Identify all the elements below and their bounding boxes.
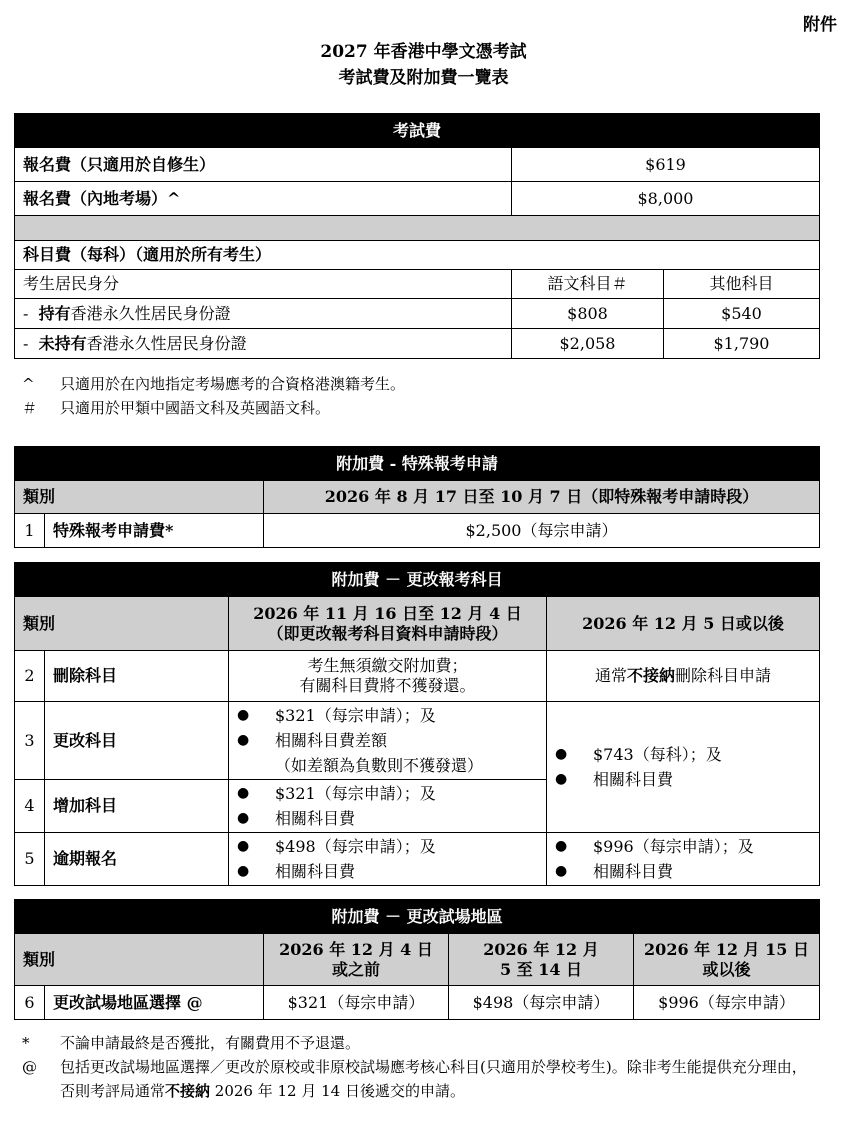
row-without-other-fee: $1,790 — [664, 329, 820, 359]
note-text: 只適用於甲類中國語文科及英國語文科。 — [60, 399, 331, 417]
entry-fee-private-label: 報名費（只適用於自修生） — [15, 148, 512, 182]
period-text-line2: 有關科目費將不獲發還。 — [299, 676, 476, 695]
period-line2: （即更改報考科目資料申請時段） — [267, 623, 508, 643]
change-subject-label: 更改科目 — [45, 702, 229, 780]
change-venue-table — [14, 899, 820, 1020]
row-with-permanent-id — [15, 299, 512, 329]
change-subject-period — [229, 702, 547, 780]
col-line2: 或之前 — [331, 959, 380, 979]
dash: - — [23, 303, 29, 323]
col-line2: 或以後 — [702, 959, 751, 979]
note-text-post: 2026 年 12 月 14 日後遞交的申請。 — [210, 1082, 465, 1100]
change-col-period — [229, 597, 547, 651]
late-entry-label: 逾期報名 — [45, 833, 229, 886]
col-line1: 2026 年 12 月 — [483, 939, 599, 959]
venue-col-a — [264, 934, 449, 986]
after-post: 刪除科目申請 — [675, 666, 772, 685]
note-star — [22, 1031, 820, 1055]
row-number: 1 — [15, 514, 45, 548]
venue-col-b — [449, 934, 634, 986]
change-add-after — [547, 702, 820, 833]
bullet-item: ● $498（每宗申請）；及 — [237, 834, 538, 859]
note-symbol: ＃ — [22, 399, 38, 417]
venue-fee-b: $498（每宗申請） — [449, 986, 634, 1020]
row-without-permanent-id — [15, 329, 512, 359]
special-col-period: 2026 年 8 月 17 日至 10 月 7 日（即特殊報考申請時段） — [264, 481, 820, 514]
bold-text: 持有 — [38, 303, 71, 323]
change-col-after: 2026 年 12 月 5 日或以後 — [547, 597, 820, 651]
bullet-item: ● 相關科目費 — [555, 767, 811, 792]
dash: - — [23, 333, 29, 353]
subject-fee-title: 科目費（每科）（適用於所有考生） — [15, 241, 820, 270]
exam-fees-header: 考試費 — [15, 114, 820, 148]
entry-fee-mainland-value: $8,000 — [512, 182, 820, 216]
note-at — [22, 1055, 820, 1103]
note-text-pre: 包括更改試場地區選擇／更改於原校或非原校試場應考核心科目(只適用於學校考生)。除非考生能提供充分理由，否則考評局通常 — [60, 1058, 807, 1100]
bullet-item: ● $321（每宗申請）；及 — [237, 781, 538, 806]
special-application-table — [14, 446, 820, 548]
special-fee-value: $2,500（每宗申請） — [264, 514, 820, 548]
col-line1: 2026 年 12 月 4 日 — [279, 939, 433, 959]
note-hash — [22, 396, 820, 420]
page-title: 2027 年香港中學文憑考試 — [320, 42, 527, 62]
change-venue-header: 附加費 － 更改試場地區 — [15, 900, 820, 934]
page-subtitle: 考試費及附加費一覽表 — [338, 68, 509, 88]
bullet-continuation: （如差額為負數則不獲發還） — [275, 756, 484, 775]
bold-text: 未持有 — [38, 333, 87, 353]
row-without-rest: 香港永久性居民身份證 — [86, 333, 247, 353]
period-text-line1: 考生無須繳交附加費； — [307, 656, 468, 675]
special-col-category: 類別 — [15, 481, 264, 514]
note-symbol: * — [22, 1034, 30, 1052]
note-symbol: @ — [22, 1058, 37, 1076]
change-subjects-table — [14, 562, 820, 886]
venue-fee-c: $996（每宗申請） — [634, 986, 820, 1020]
late-entry-period — [229, 833, 547, 886]
bullet-item: ● $996（每宗申請）；及 — [555, 834, 811, 859]
bullet-item: ● 相關科目費 — [237, 859, 538, 884]
final-notes — [22, 1031, 820, 1103]
row-number: 4 — [15, 780, 45, 833]
entry-fee-private-value: $619 — [512, 148, 820, 182]
col-residency: 考生居民身分 — [15, 270, 512, 299]
add-subject-period — [229, 780, 547, 833]
row-number: 5 — [15, 833, 45, 886]
exam-notes — [22, 372, 820, 420]
change-col-category: 類別 — [15, 597, 229, 651]
note-text — [60, 1055, 820, 1103]
venue-fee-a: $321（每宗申請） — [264, 986, 449, 1020]
special-fee-label: 特殊報考申請費* — [45, 514, 264, 548]
bullet-item: ● $321（每宗申請）；及 — [237, 703, 538, 728]
late-entry-after — [547, 833, 820, 886]
entry-fee-mainland-label: 報名費（內地考場）^ — [15, 182, 512, 216]
delete-subject-after — [547, 651, 820, 702]
row-number: 2 — [15, 651, 45, 702]
row-number: 3 — [15, 702, 45, 780]
note-text: 不論申請最終是否獲批，有關費用不予退還。 — [60, 1034, 361, 1052]
bullet-item: ● 相關科目費差額 — [237, 728, 538, 753]
grey-spacer-row — [15, 216, 820, 241]
row-without-language-fee: $2,058 — [512, 329, 664, 359]
change-subjects-header: 附加費 － 更改報考科目 — [15, 563, 820, 597]
col-line1: 2026 年 12 月 15 日 — [644, 939, 809, 959]
note-text: 只適用於在內地指定考場應考的合資格港澳籍考生。 — [60, 375, 406, 393]
row-number: 6 — [15, 986, 45, 1020]
period-line1: 2026 年 11 月 16 日至 12 月 4 日 — [253, 603, 522, 623]
venue-col-c — [634, 934, 820, 986]
add-subject-label: 增加科目 — [45, 780, 229, 833]
delete-subject-label: 刪除科目 — [45, 651, 229, 702]
exam-fees-table — [14, 113, 820, 359]
after-pre: 通常 — [594, 666, 627, 685]
venue-change-label: 更改試場地區選擇 @ — [45, 986, 264, 1020]
special-header: 附加費 - 特殊報考申請 — [15, 447, 820, 481]
delete-subject-period — [229, 651, 547, 702]
bullet-item: ● 相關科目費 — [555, 859, 811, 884]
col-language: 語文科目＃ — [512, 270, 664, 299]
note-caret — [22, 372, 820, 396]
col-line2: 5 至 14 日 — [499, 959, 583, 979]
row-with-other-fee: $540 — [664, 299, 820, 329]
row-with-language-fee: $808 — [512, 299, 664, 329]
after-bold: 不接納 — [627, 666, 676, 685]
note-text-bold: 不接納 — [165, 1082, 211, 1100]
row-with-rest: 香港永久性居民身份證 — [70, 303, 231, 323]
note-symbol: ^ — [22, 375, 35, 393]
annex-label: 附件 — [803, 15, 837, 35]
col-other: 其他科目 — [664, 270, 820, 299]
venue-col-category: 類別 — [15, 934, 264, 986]
bullet-item: ● 相關科目費 — [237, 806, 538, 831]
bullet-item: ● $743（每科）；及 — [555, 742, 811, 767]
